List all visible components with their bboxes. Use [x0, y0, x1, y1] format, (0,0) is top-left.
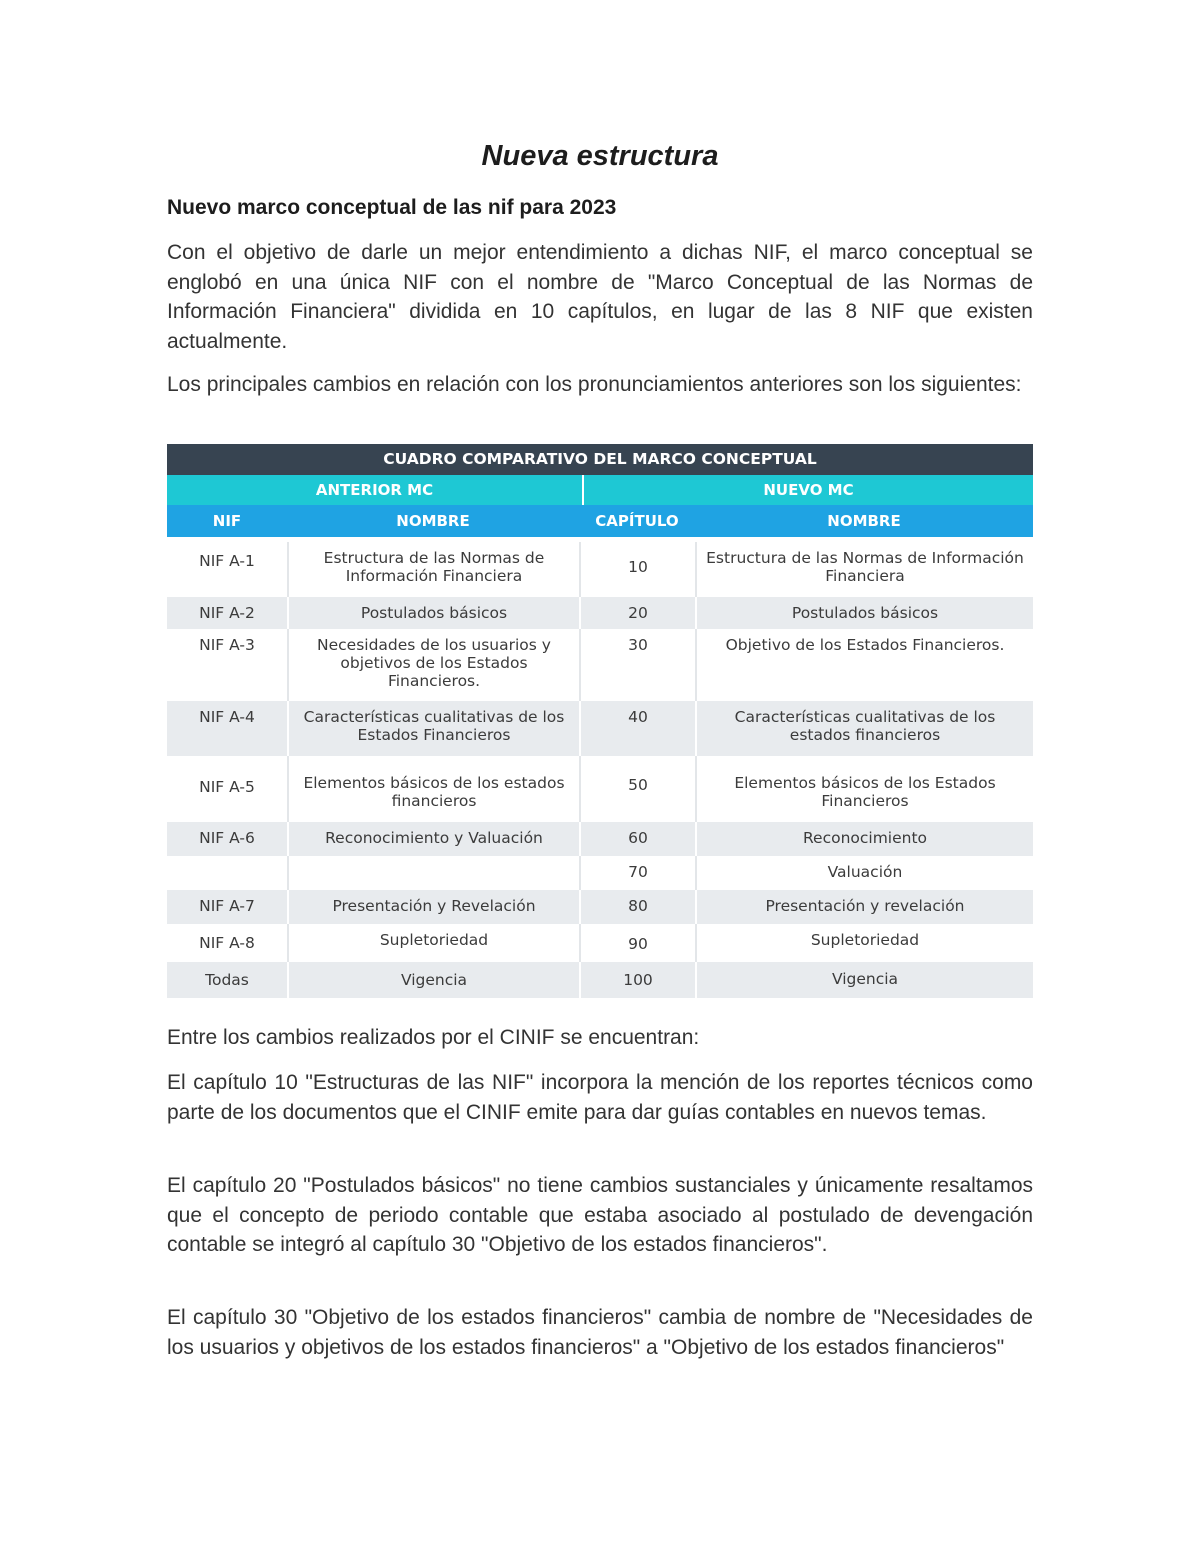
table-row — [167, 597, 1033, 629]
cell-chapter: 70 — [579, 856, 695, 890]
cell-chapter: 80 — [579, 890, 695, 924]
table-row — [167, 701, 1033, 756]
table-row — [167, 962, 1033, 998]
cell-new-name: Supletoriedad — [695, 924, 1033, 962]
cell-new-name: Características cualitativas de los estados financieros — [695, 701, 1033, 756]
table-row — [167, 890, 1033, 924]
cell-nif: NIF A-3 — [199, 636, 255, 654]
cell-old-name: Supletoriedad — [287, 924, 579, 962]
cell-chapter: 30 — [579, 629, 695, 701]
cell-nif — [167, 856, 287, 890]
chapter-30-paragraph: El capítulo 30 "Objetivo de los estados financieros" cambia de nombre de "Necesidades de los usuarios y objetivos de los estados financieros" a "Objetivo de los estados financieros" — [167, 1306, 1033, 1359]
table-row — [167, 542, 1033, 597]
table-column-header — [167, 505, 1033, 537]
cell-old-name: Necesidades de los usuarios y objetivos de los Estados Financieros. — [287, 629, 579, 701]
cell-chapter: 10 — [579, 542, 695, 597]
cell-nif: NIF A-4 — [199, 708, 255, 726]
chapter-10-paragraph: El capítulo 10 "Estructuras de las NIF" incorpora la mención de los reportes técnicos como parte de los documentos que el CINIF emite para dar guías contables en nuevos temas. — [167, 1071, 1033, 1124]
document-title: Nueva estructura — [481, 140, 719, 172]
column-header-new-name: NOMBRE — [827, 512, 901, 530]
changes-intro-paragraph: Los principales cambios en relación con los pronunciamientos anteriores son los siguientes: — [167, 373, 1022, 396]
section-subtitle: Nuevo marco conceptual de las nif para 2023 — [167, 196, 617, 219]
cell-old-name: Elementos básicos de los estados financieros — [287, 756, 579, 822]
table-row — [167, 822, 1033, 856]
cell-nif: NIF A-7 — [199, 897, 255, 915]
cell-chapter: 40 — [579, 701, 695, 756]
table-title: CUADRO COMPARATIVO DEL MARCO CONCEPTUAL — [167, 444, 1033, 475]
intro-paragraph: Con el objetivo de darle un mejor entendimiento a dichas NIF, el marco conceptual se englobó en una única NIF con el nombre de "Marco Conceptual de las Normas de Información Financiera" dividida en 10 capítulos, en lugar de las 8 NIF que existen actualmente. — [167, 241, 1033, 353]
cell-old-name: Características cualitativas de los Estados Financieros — [287, 701, 579, 756]
table-row — [167, 756, 1033, 822]
table-group-header — [167, 475, 1033, 505]
table-row — [167, 924, 1033, 962]
cell-old-name: Vigencia — [287, 962, 579, 998]
cell-new-name: Reconocimiento — [695, 822, 1033, 856]
cell-chapter: 20 — [579, 597, 695, 629]
comparison-table — [167, 444, 1033, 998]
cell-nif: NIF A-1 — [199, 552, 255, 570]
chapter-20-paragraph: El capítulo 20 "Postulados básicos" no tiene cambios sustanciales y únicamente resaltamos que el concepto de periodo contable que estaba asociado al postulado de devengación contable se integró al capítulo 30 "Objetivo de los estados financieros". — [167, 1174, 1033, 1256]
cell-nif: NIF A-2 — [199, 604, 255, 622]
cell-new-name: Vigencia — [695, 962, 1033, 998]
cell-new-name: Estructura de las Normas de Información Financiera — [695, 542, 1033, 597]
table-row — [167, 629, 1033, 701]
table-body — [167, 542, 1033, 998]
cell-chapter: 50 — [579, 756, 695, 822]
group-anterior-mc: ANTERIOR MC — [167, 475, 584, 505]
cell-old-name: Postulados básicos — [287, 597, 579, 629]
cell-new-name: Valuación — [695, 856, 1033, 890]
cell-old-name: Estructura de las Normas de Información Financiera — [287, 542, 579, 597]
cell-nif: Todas — [205, 971, 249, 989]
cell-chapter: 60 — [579, 822, 695, 856]
group-nuevo-mc: NUEVO MC — [763, 481, 854, 499]
cell-old-name: Reconocimiento y Valuación — [287, 822, 579, 856]
cell-old-name: Presentación y Revelación — [287, 890, 579, 924]
column-header-old-name: NOMBRE — [396, 512, 470, 530]
cell-new-name: Postulados básicos — [695, 597, 1033, 629]
column-header-chapter: CAPÍTULO — [595, 512, 679, 530]
cell-nif: NIF A-5 — [199, 778, 255, 796]
cell-nif: NIF A-6 — [199, 829, 255, 847]
table-row — [167, 856, 1033, 890]
column-header-nif: NIF — [212, 512, 242, 530]
cell-new-name: Elementos básicos de los Estados Financieros — [695, 756, 1033, 822]
cell-new-name: Objetivo de los Estados Financieros. — [695, 629, 1033, 701]
cell-old-name — [287, 856, 579, 890]
cell-nif: NIF A-8 — [199, 934, 255, 952]
cell-chapter: 90 — [579, 924, 695, 962]
cinif-changes-paragraph: Entre los cambios realizados por el CINIF se encuentran: — [167, 1026, 700, 1049]
cell-new-name: Presentación y revelación — [695, 890, 1033, 924]
cell-chapter: 100 — [579, 962, 695, 998]
